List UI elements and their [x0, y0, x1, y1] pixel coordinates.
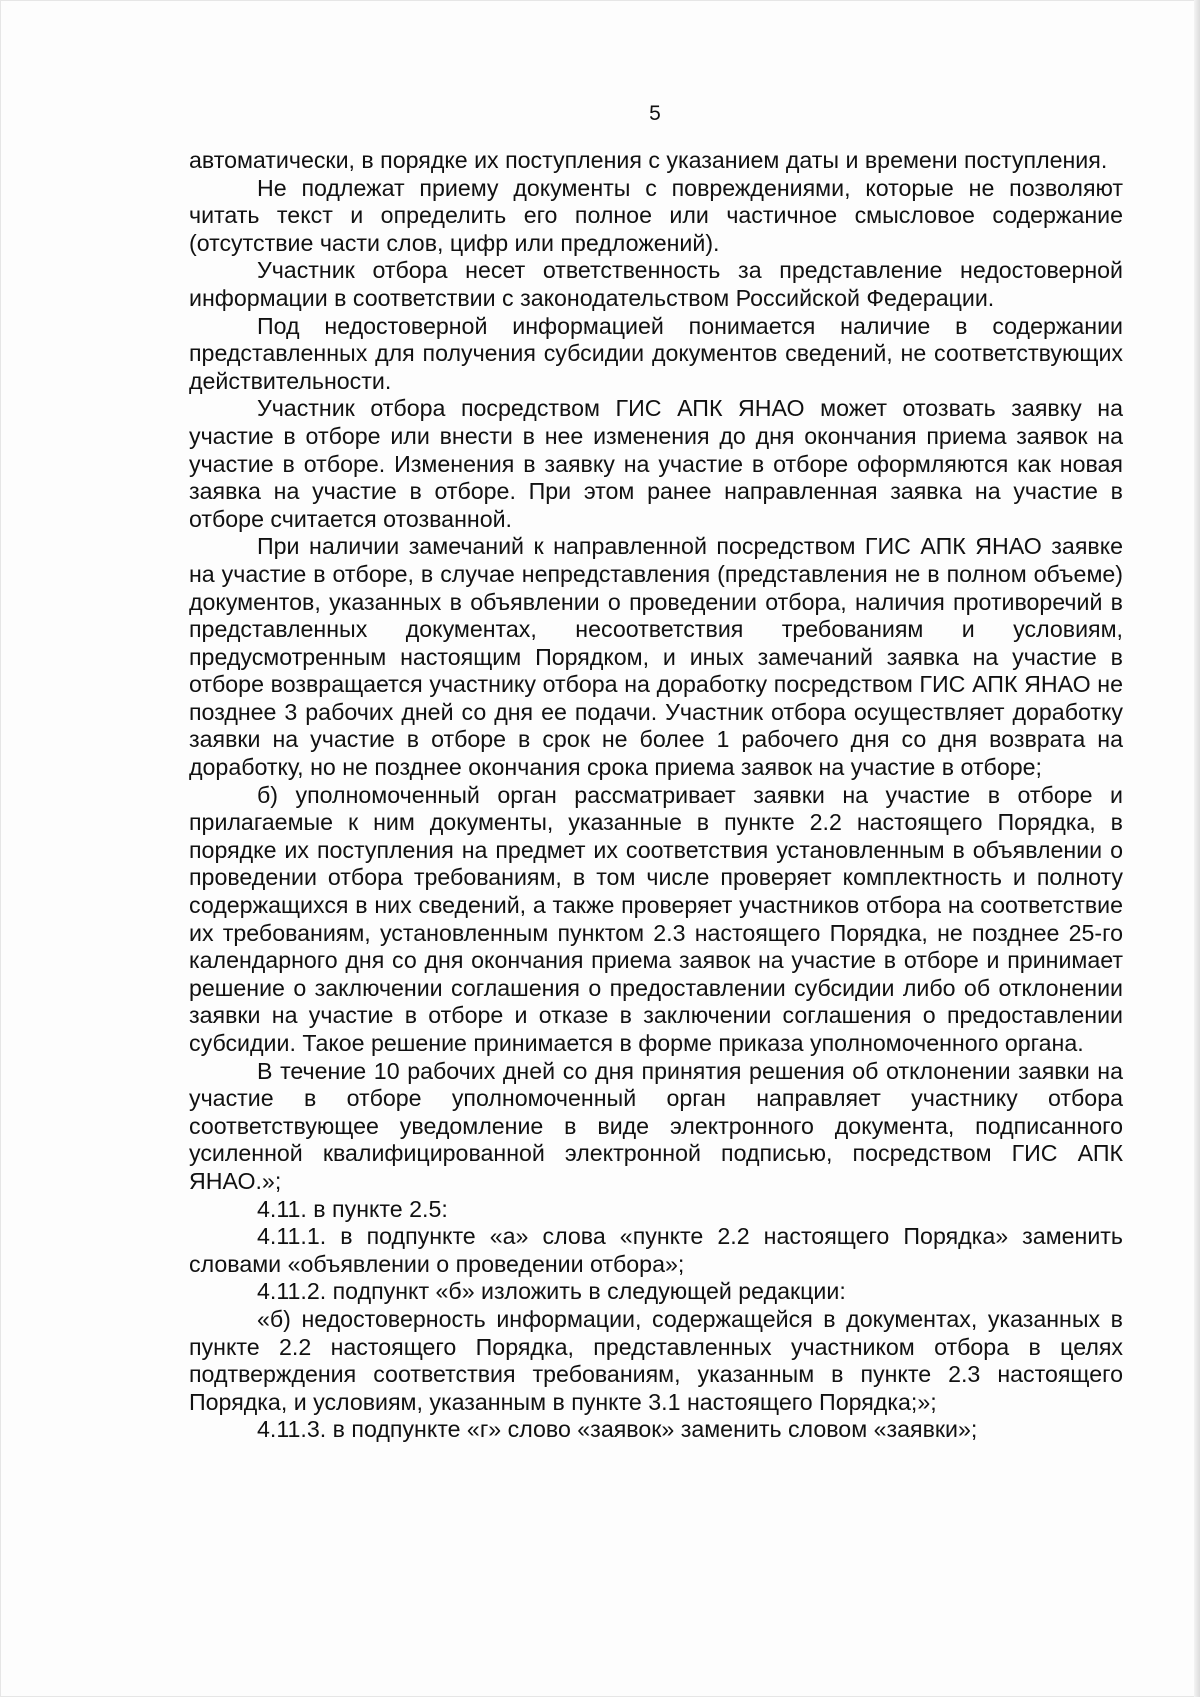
- paragraph-item-4-11-1: 4.11.1. в подпункте «а» слова «пункте 2.2 настоящего Порядка» заменить словами «объявлении о проведении отбора»;: [189, 1223, 1123, 1277]
- paragraph-item-4-11: 4.11. в пункте 2.5:: [257, 1195, 448, 1222]
- paragraph-subitem-b: б) уполномоченный орган рассматривает заявки на участие в отборе и прилагаемые к ним документы, указанные в пункте 2.2 настоящего Порядка, в порядке их поступления на предмет их соответствия установленным в объявлении о проведении отбора требованиям, в том числе проверяет комплектность и полноту содержащихся в них сведений, а также проверяет участников отбора на соответствие их требованиям, установленным пунктом 2.3 настоящего Порядка, не позднее 25-го календарного дня со дня окончания приема заявок на участие в отборе и принимает решение о заключении соглашения о предоставлении субсидии либо об отклонении заявки на участие в отборе и отказе в заключении соглашения о предоставлении субсидии. Такое решение принимается в форме приказа уполномоченного органа.: [189, 781, 1123, 1056]
- paragraph-continuation: автоматически, в порядке их поступления с указанием даты и времени поступления.: [189, 147, 1108, 173]
- paragraph-rejection-notice: В течение 10 рабочих дней со дня принятия решения об отклонении заявки на участие в отборе уполномоченный орган направляет участнику отбора соответствующее уведомление в виде электронного документа, подписанного усиленной квалифицированной электронной подписью, посредством ГИС АПК ЯНАО.»;: [189, 1057, 1123, 1194]
- paragraph-remarks: При наличии замечаний к направленной посредством ГИС АПК ЯНАО заявке на участие в отборе, в случае непредставления (представления не в полном объеме) документов, указанных в объявлении о проведении отбора, наличия противоречий в представленных документах, несоответствия требованиям и условиям, предусмотренным настоящим Порядком, и иных замечаний заявка на участие в отборе возвращается участнику отбора на доработку посредством ГИС АПК ЯНАО не позднее 3 рабочих дней со дня ее подачи. Участник отбора осуществляет доработку заявки на участие в отборе в срок не более 1 рабочего дня со дня возврата на доработку, но не позднее окончания срока приема заявок на участие в отборе;: [189, 533, 1123, 781]
- paragraph-item-4-11-3: 4.11.3. в подпункте «г» слово «заявок» заменить словом «заявки»;: [257, 1416, 978, 1443]
- paragraph-damaged-documents: Не подлежат приему документы с повреждениями, которые не позволяют читать текст и определить его полное или частичное смысловое содержание (отсутствие части слов, цифр или предложений).: [189, 174, 1123, 256]
- paragraph-item-4-11-2: 4.11.2. подпункт «б» изложить в следующей редакции:: [257, 1278, 846, 1305]
- page-number: 5: [649, 102, 661, 125]
- paragraph-new-subitem-b: «б) недостоверность информации, содержащейся в документах, указанных в пункте 2.2 настоящего Порядка, представленных участником отбора в целях подтверждения соответствия требованиям, указанным в пункте 2.3 настоящего Порядка, и условиям, указанным в пункте 3.1 настоящего Порядка;»;: [189, 1305, 1123, 1415]
- document-body: [189, 147, 1123, 1444]
- paragraph-withdraw-application: Участник отбора посредством ГИС АПК ЯНАО может отозвать заявку на участие в отборе или внести в нее изменения до дня окончания приема заявок на участие в отборе. Изменения в заявку на участие в отборе оформляются как новая заявка на участие в отборе. При этом ранее направленная заявка на участие в отборе считается отозванной.: [189, 395, 1123, 532]
- paragraph-false-information: Под недостоверной информацией понимается наличие в содержании представленных для получения субсидии документов сведений, не соответствующих действительности.: [189, 312, 1123, 394]
- paragraph-responsibility: Участник отбора несет ответственность за представление недостоверной информации в соответствии с законодательством Российской Федерации.: [189, 257, 1123, 311]
- scan-edge: [1194, 0, 1200, 1697]
